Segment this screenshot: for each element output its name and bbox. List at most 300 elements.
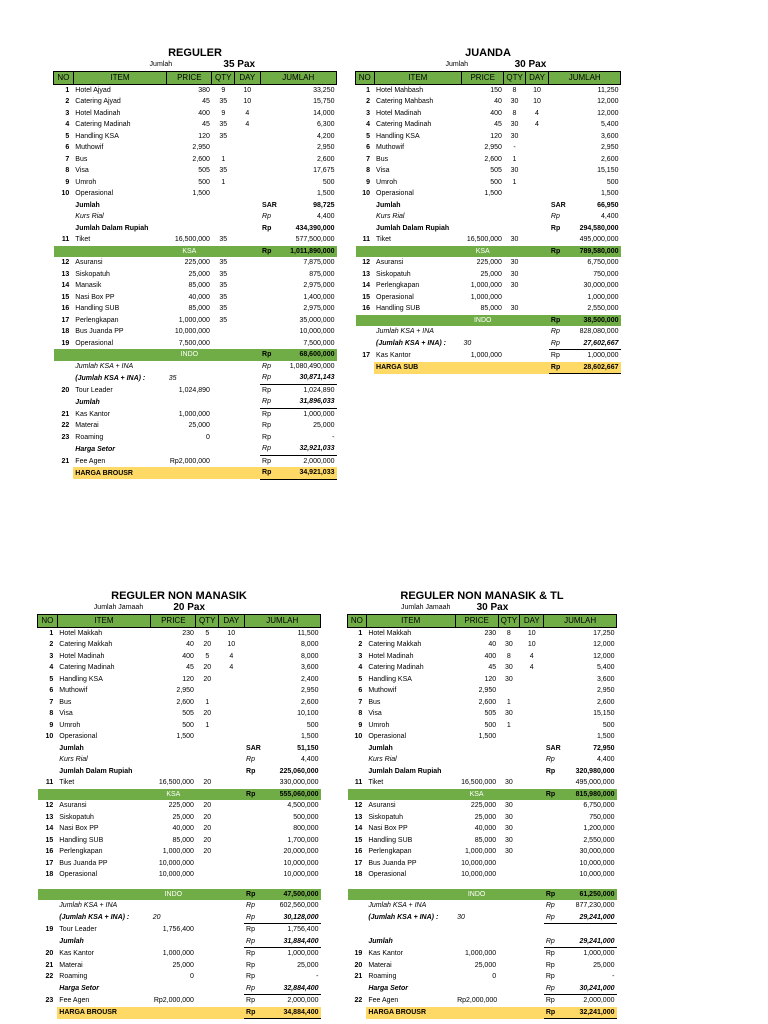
table-row — [356, 211, 621, 223]
table-row — [38, 685, 321, 697]
row-jumlah: 12,000 — [597, 98, 619, 106]
row-item: Handling SUB — [59, 836, 104, 844]
row-currency — [549, 292, 570, 304]
row-qty — [504, 211, 525, 223]
row-qty: 30 — [510, 282, 519, 290]
table-row — [348, 743, 617, 755]
row-jumlah: 29,241,000 — [565, 912, 616, 924]
table-row — [356, 223, 621, 235]
row-qty — [196, 789, 219, 801]
row-jumlah: 25,000 — [313, 422, 335, 430]
row-item: Fee Agen — [59, 997, 90, 1004]
row-jumlah: 12,000 — [593, 641, 615, 649]
row-qty — [196, 995, 219, 1007]
row-price — [151, 1007, 196, 1019]
table-row — [348, 869, 617, 881]
row-currency: Rp — [545, 973, 555, 981]
row-day — [235, 384, 260, 396]
table-row — [54, 188, 337, 200]
row-day — [525, 326, 549, 338]
row-jumlah: 2,950 — [600, 144, 619, 152]
section-title: REGULER — [168, 47, 222, 59]
table-row — [54, 455, 337, 467]
row-price: 45 — [202, 98, 210, 106]
row-day — [235, 131, 260, 143]
row-qty: 30 — [510, 121, 519, 129]
row-item: Siskopatuh — [59, 813, 94, 821]
row-price: 2,950 — [478, 687, 497, 695]
row-item: Catering Madinah — [368, 664, 424, 672]
row-currency — [544, 662, 566, 674]
row-jumlah: 875,000 — [309, 270, 335, 278]
table-row — [356, 188, 621, 200]
table-row — [38, 777, 321, 789]
row-price: 120 — [198, 132, 210, 140]
row-item: Hotel Makkah — [59, 629, 103, 637]
row-jumlah: 14,000 — [313, 109, 335, 117]
table-row — [356, 362, 621, 374]
row-day — [219, 685, 244, 697]
row-item: Jumlah — [368, 938, 393, 945]
row-item: Catering Madinah — [376, 121, 432, 129]
row-currency — [549, 154, 570, 166]
row-price: 2,600 — [478, 698, 497, 706]
section-reguler — [53, 47, 337, 480]
row-price — [462, 211, 504, 223]
table-row — [348, 971, 617, 983]
row-day — [235, 303, 260, 315]
row-jumlah: 34,884,400 — [267, 1007, 321, 1019]
row-currency: SAR — [262, 201, 277, 209]
header-no: NO — [348, 615, 367, 628]
row-qty — [498, 983, 520, 995]
row-qty: 20 — [203, 641, 212, 649]
row-day — [235, 246, 260, 258]
row-day — [520, 720, 544, 732]
row-item: Materai — [59, 961, 83, 969]
row-jumlah: 28,602,667 — [570, 362, 620, 374]
row-day: 4 — [529, 652, 534, 660]
row-price: 400 — [490, 109, 502, 117]
row-item: Jumlah — [59, 938, 84, 945]
row-price: 2,950 — [176, 687, 194, 695]
row-number: 16 — [354, 848, 363, 856]
row-day — [219, 881, 244, 889]
table-row — [348, 766, 617, 778]
row-price: 45 — [186, 664, 194, 672]
table-header-row — [54, 72, 337, 85]
row-currency — [244, 823, 267, 835]
row-item: Catering Ajyad — [75, 98, 121, 106]
row-qty — [196, 858, 219, 870]
row-price: 1,500 — [484, 190, 502, 198]
row-number — [38, 936, 58, 948]
row-day — [219, 936, 244, 948]
row-item — [57, 881, 150, 889]
row-price: 2,600 — [192, 155, 210, 163]
row-jumlah: 29,241,000 — [565, 936, 616, 948]
row-qty: 35 — [219, 305, 228, 313]
table-row — [356, 303, 621, 315]
row-qty — [504, 326, 525, 338]
row-currency — [260, 257, 283, 269]
table-row — [356, 96, 621, 108]
row-currency: Rp — [260, 349, 283, 361]
row-item: Visa — [376, 167, 390, 175]
table-row — [38, 800, 321, 812]
row-item: Jumlah Dalam Rupiah — [59, 767, 133, 775]
row-jumlah: 34,921,033 — [283, 467, 337, 479]
cost-table — [347, 614, 617, 1019]
row-qty — [212, 467, 235, 479]
row-qty — [212, 223, 235, 235]
table-row — [38, 948, 321, 960]
row-jumlah: 330,000,000 — [279, 779, 319, 787]
table-row — [356, 108, 621, 120]
row-jumlah: 10,000,000 — [283, 871, 319, 879]
row-price: 2,600 — [176, 698, 194, 706]
row-day — [235, 211, 260, 223]
row-number: 4 — [358, 664, 363, 672]
row-day — [219, 983, 244, 995]
row-currency: Rp — [262, 433, 271, 441]
row-qty: 30 — [510, 305, 519, 313]
jumlah-label: Jumlah Jamaah — [401, 604, 451, 611]
row-jumlah: 2,000,000 — [303, 457, 335, 465]
table-row — [54, 131, 337, 143]
row-number — [54, 211, 74, 223]
row-currency — [544, 674, 566, 686]
row-price: 150 — [490, 86, 502, 94]
pax-summary — [37, 603, 321, 614]
row-jumlah: 32,241,000 — [565, 1007, 616, 1019]
table-row — [38, 697, 321, 709]
row-number: 22 — [61, 422, 70, 430]
table-row — [38, 936, 321, 948]
row-number — [348, 881, 367, 889]
row-price: INDO — [455, 889, 498, 901]
row-jumlah: 495,000,000 — [575, 779, 615, 787]
row-currency — [544, 846, 566, 858]
row-price: 225,000 — [184, 259, 210, 267]
row-qty — [212, 349, 235, 361]
row-number: 21 — [61, 410, 70, 418]
row-number — [348, 889, 367, 901]
row-price — [455, 983, 498, 995]
row-number: 16 — [61, 305, 70, 313]
row-item: Handling KSA — [75, 132, 119, 140]
row-item: HARGA BROUSR — [366, 1007, 455, 1019]
row-number: 7 — [366, 155, 371, 163]
row-day — [219, 766, 244, 778]
row-number: 11 — [61, 236, 70, 244]
row-jumlah: 1,080,490,000 — [289, 362, 335, 370]
row-qty — [196, 960, 219, 972]
row-currency — [244, 651, 267, 663]
row-number: 5 — [49, 675, 54, 683]
row-jumlah: 3,600 — [600, 132, 619, 140]
table-row — [356, 280, 621, 292]
row-currency — [544, 639, 566, 651]
section-title: REGULER NON MANASIK & TL — [400, 590, 564, 602]
row-qty — [498, 869, 520, 881]
row-price — [167, 467, 212, 479]
table-row — [54, 269, 337, 281]
row-price: 2,950 — [484, 144, 502, 152]
row-jumlah: 15,150 — [597, 167, 619, 175]
row-qty — [498, 789, 520, 801]
row-currency — [544, 858, 566, 870]
row-jumlah: 6,750,000 — [587, 259, 619, 267]
row-item: Catering Makkah — [59, 641, 113, 649]
header-jumlah: JUMLAH — [260, 72, 336, 85]
row-qty: 1 — [221, 155, 226, 163]
row-price: 500 — [198, 178, 210, 186]
row-jumlah: 500 — [602, 721, 615, 729]
table-row — [348, 960, 617, 972]
row-qty: 35 — [219, 98, 228, 106]
row-jumlah: - — [332, 433, 335, 441]
row-jumlah: 4,400 — [300, 756, 319, 764]
row-jumlah: 3,600 — [596, 675, 615, 683]
row-currency — [549, 234, 570, 246]
header-day: DAY — [525, 72, 549, 85]
row-jumlah: 32,921,033 — [283, 443, 337, 455]
table-row — [348, 948, 617, 960]
row-jumlah: 72,950 — [593, 744, 615, 752]
row-currency: Rp — [244, 789, 267, 801]
row-item: Nasi Box PP — [75, 293, 115, 301]
row-day — [520, 766, 544, 778]
row-number: 12 — [354, 802, 363, 810]
table-row — [38, 971, 321, 983]
row-qty: 8 — [506, 652, 511, 660]
row-currency — [544, 800, 566, 812]
table-row — [38, 651, 321, 663]
row-price: 16,500,000 — [174, 236, 210, 244]
row-jumlah: 1,756,400 — [287, 926, 319, 934]
row-price: 1,024,890 — [178, 386, 210, 394]
row-item: Bus — [75, 155, 88, 163]
pax-count: 30 Pax — [476, 602, 509, 613]
row-jumlah: 15,750 — [313, 98, 335, 106]
row-currency — [244, 846, 267, 858]
row-price: INDO — [151, 889, 196, 901]
row-day — [520, 900, 544, 912]
row-item: Muthowif — [376, 144, 405, 152]
table-row — [356, 142, 621, 154]
row-qty: 30 — [504, 664, 513, 672]
row-price: 400 — [182, 652, 194, 660]
row-price: 2,950 — [192, 144, 210, 152]
row-price: 45 — [494, 121, 502, 129]
row-currency: Rp — [545, 902, 555, 910]
row-currency: Rp — [260, 372, 283, 384]
row-item: Perlengkapan — [368, 848, 412, 856]
row-number: 2 — [366, 98, 371, 106]
table-row — [348, 846, 617, 858]
table-row — [38, 789, 321, 801]
row-qty — [196, 743, 219, 755]
row-price — [455, 1007, 498, 1019]
row-currency — [549, 257, 570, 269]
row-qty: 35 — [219, 167, 228, 175]
row-qty: 35 — [219, 293, 228, 301]
row-currency — [544, 924, 566, 936]
row-item: Operasional — [59, 733, 98, 741]
row-day — [235, 467, 260, 479]
table-row — [348, 789, 617, 801]
row-jumlah: 32,884,400 — [267, 983, 321, 995]
row-day — [219, 960, 244, 972]
row-qty: 20 — [203, 836, 212, 844]
table-row — [54, 420, 337, 432]
row-qty: 35 — [219, 316, 228, 324]
row-item: Catering Makkah — [368, 641, 422, 649]
table-row — [54, 384, 337, 396]
row-item: Asuransi — [368, 802, 396, 810]
row-jumlah: 66,950 — [597, 201, 619, 209]
row-item: Harga Setor — [75, 445, 115, 453]
table-row — [54, 443, 337, 455]
row-number: 17 — [61, 316, 70, 324]
row-currency — [260, 338, 283, 350]
row-number: 18 — [354, 871, 363, 879]
row-jumlah: 500 — [606, 178, 619, 186]
row-item: Tiket — [59, 779, 75, 787]
row-price: 505 — [484, 710, 497, 718]
table-row — [54, 177, 337, 189]
table-row — [356, 257, 621, 269]
row-number: 7 — [65, 155, 70, 163]
row-number: 1 — [366, 86, 371, 94]
row-price: 505 — [182, 710, 194, 718]
row-item: Roaming — [59, 973, 88, 981]
row-price: 10,000,000 — [461, 859, 497, 867]
row-day — [219, 995, 244, 1007]
row-price — [455, 754, 498, 766]
row-price: 40,000 — [172, 825, 194, 833]
row-price: 85,000 — [172, 836, 194, 844]
row-day — [525, 131, 549, 143]
row-item: Kas Kantor — [368, 950, 403, 957]
row-currency — [244, 720, 267, 732]
row-price — [462, 362, 504, 374]
row-jumlah: 1,011,890,000 — [283, 246, 337, 258]
row-number: 19 — [354, 950, 363, 957]
row-qty: 20 — [203, 710, 212, 718]
row-number: 23 — [45, 997, 54, 1004]
row-currency — [244, 639, 267, 651]
table-row — [54, 154, 337, 166]
row-item: Harga Setor — [59, 985, 99, 992]
row-item: Kurs Rial — [368, 756, 397, 764]
row-qty — [196, 936, 219, 948]
row-item: Manasik — [75, 282, 102, 290]
row-day — [235, 396, 260, 408]
row-currency: Rp — [260, 467, 283, 479]
row-currency: Rp — [262, 422, 271, 430]
row-currency — [260, 188, 283, 200]
row-currency: Rp — [550, 328, 560, 336]
row-price: 120 — [490, 132, 502, 140]
table-row — [38, 639, 321, 651]
table-row — [348, 708, 617, 720]
row-qty — [212, 396, 235, 408]
table-row — [54, 372, 337, 384]
row-jumlah: 3,600 — [300, 664, 319, 672]
row-day — [520, 924, 544, 936]
jumlah-label: Jumlah — [149, 61, 173, 68]
row-qty: 30 — [504, 836, 513, 844]
row-item: Jumlah — [75, 201, 100, 209]
row-item: Perlengkapan — [75, 316, 119, 324]
row-price: 25,000 — [172, 813, 194, 821]
row-item — [374, 246, 461, 258]
row-item: Tiket — [75, 236, 91, 244]
row-item: Tiket — [376, 236, 391, 244]
row-day: 4 — [229, 664, 234, 672]
row-jumlah: 555,060,000 — [267, 789, 321, 801]
row-currency: Rp — [550, 213, 560, 221]
row-item — [73, 246, 166, 258]
table-row — [38, 960, 321, 972]
row-item: Jumlah — [376, 201, 401, 209]
row-qty — [212, 420, 235, 432]
row-day — [520, 971, 544, 983]
row-jumlah: 789,580,000 — [570, 246, 620, 258]
row-number: 7 — [358, 698, 363, 706]
row-qty — [196, 912, 219, 924]
row-price: Rp2,000,000 — [457, 997, 498, 1004]
row-number: 15 — [45, 836, 54, 844]
row-qty — [212, 200, 235, 212]
row-item: Hotel Madinah — [75, 109, 121, 117]
row-currency — [244, 662, 267, 674]
row-currency — [260, 131, 283, 143]
row-number: 21 — [61, 457, 70, 465]
row-day — [235, 408, 260, 420]
table-row — [54, 303, 337, 315]
row-day — [219, 900, 244, 912]
row-jumlah: - — [316, 973, 319, 981]
table-row — [348, 835, 617, 847]
row-day — [520, 697, 544, 709]
row-qty: 35 — [219, 132, 228, 140]
row-jumlah: 30,241,000 — [565, 983, 616, 995]
row-number: 5 — [65, 132, 70, 140]
row-qty: 35 — [219, 259, 228, 267]
row-price — [462, 223, 504, 235]
row-currency — [544, 708, 566, 720]
row-currency: Rp — [544, 936, 566, 948]
table-row — [348, 1007, 617, 1019]
row-item: Materai — [368, 961, 392, 969]
row-number — [54, 223, 74, 235]
row-number: 3 — [366, 109, 371, 117]
row-item: Perlengkapan — [59, 848, 103, 856]
row-price: 1,000,000 — [470, 282, 502, 290]
row-jumlah: 5,400 — [600, 121, 619, 129]
row-day — [520, 995, 544, 1007]
row-item: Operasional — [376, 190, 414, 198]
row-currency: Rp — [260, 443, 283, 455]
row-currency: Rp — [246, 926, 255, 934]
row-jumlah: 2,600 — [596, 698, 615, 706]
row-currency — [544, 869, 566, 881]
table-row — [54, 467, 337, 479]
row-currency: Rp — [544, 1007, 566, 1019]
